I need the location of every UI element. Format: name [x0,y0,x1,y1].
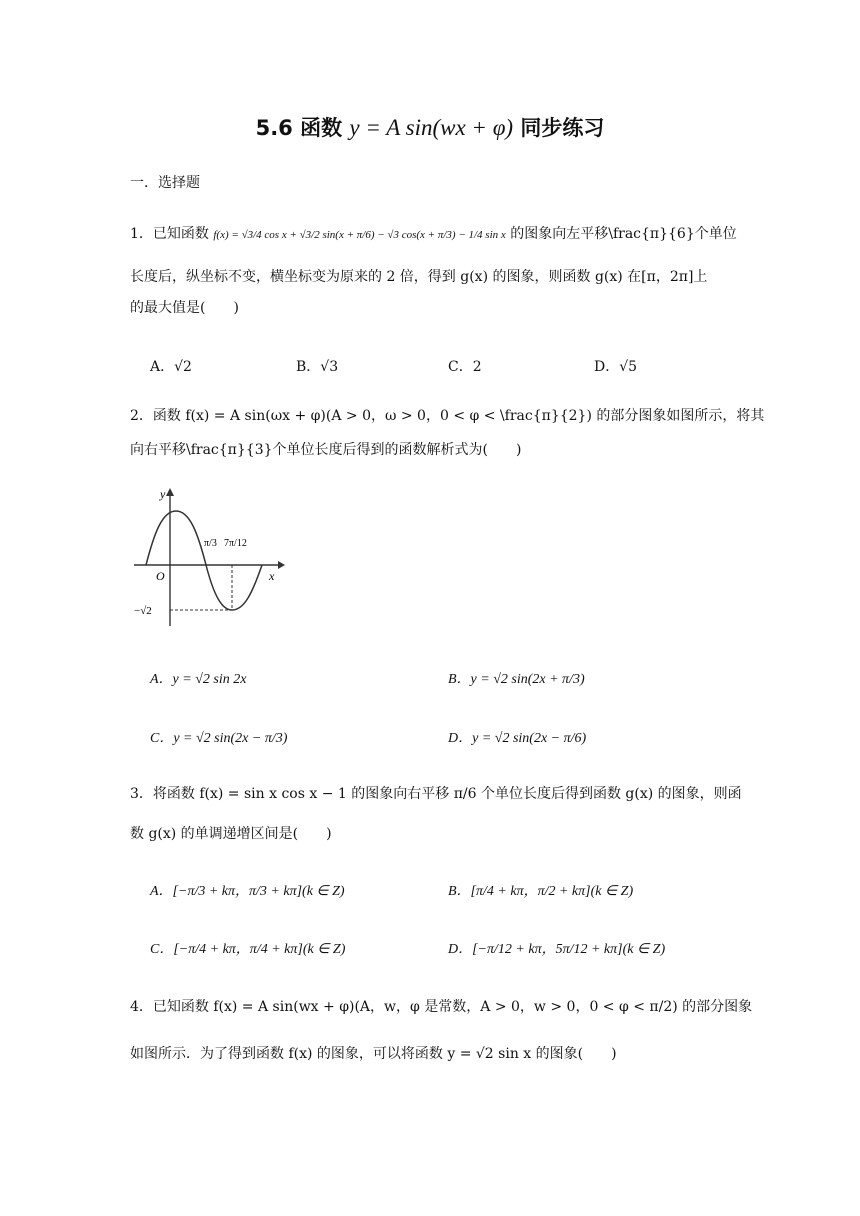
tick-pi-3: π/3 [204,538,217,549]
x-axis-arrow-icon [278,561,285,569]
title-formula: y = A sin(wx + φ) [349,115,514,140]
q1-line1 [130,225,737,244]
q2-line1: 2．函数 f(x) = A sin(ωx + φ)(A > 0，ω > 0，0 < φ < \frac{π}{2}) 的部分图象如图所示，将其 [130,408,765,424]
title-suffix: 同步练习 [520,116,605,140]
q1-line3: 的最大值是( ) [130,300,239,316]
q2-option-d[interactable]: D．y = √2 sin(2x − π/6) [448,731,587,746]
q3-option-b[interactable]: B．[π/4 + kπ，π/2 + kπ](k ∈ Z) [448,884,634,899]
q1-formula: f(x) = √3/4 cos x + √3/2 sin(x + π/6) − √3 cos(x + π/3) − 1/4 sin x [213,229,506,241]
q1-line1-tail: 的图象向左平移\frac{π}{6}个单位 [510,226,737,242]
page-title [0,112,860,142]
q4-line2: 如图所示．为了得到函数 f(x) 的图象，可以将函数 y = √2 sin x 的图象( ) [130,1046,617,1062]
q3-option-d[interactable]: D．[−π/12 + kπ，5π/12 + kπ](k ∈ Z) [448,942,666,957]
q2-option-c[interactable]: C．y = √2 sin(2x − π/3) [150,731,288,746]
title-prefix: 5.6 函数 [255,116,343,140]
x-label: x [269,569,275,583]
q2-option-a[interactable]: A．y = √2 sin 2x [150,672,247,687]
tick-7pi-12: 7π/12 [224,538,247,549]
q1-option-b[interactable]: B．√3 [296,359,339,375]
q1-number: 1．已知函数 [130,226,209,242]
y-label: y [160,487,166,501]
q1-line2: 长度后，纵坐标不变，横坐标变为原来的 2 倍，得到 g(x) 的图象，则函数 g(x) 在[π，2π]上 [130,269,708,285]
q2-option-b[interactable]: B．y = √2 sin(2x + π/3) [448,672,585,687]
y-axis-arrow-icon [166,488,174,496]
sine-curve [146,511,262,610]
q3-line1: 3．将函数 f(x) = sin x cos x − 1 的图象向右平移 π/6 个单位长度后得到函数 g(x) 的图象，则函 [130,786,742,802]
q2-line2: 向右平移\frac{π}{3}个单位长度后得到的函数解析式为( ) [130,442,522,458]
origin-label: O [156,569,165,583]
min-label: −√2 [134,605,152,617]
q3-option-c[interactable]: C．[−π/4 + kπ，π/4 + kπ](k ∈ Z) [150,942,346,957]
q1-option-d[interactable]: D．√5 [594,359,638,375]
q4-line1: 4．已知函数 f(x) = A sin(wx + φ)(A，w，φ 是常数，A > 0，w > 0，0 < φ < π/2) 的部分图象 [130,999,753,1015]
section-heading: 一．选择题 [130,175,200,191]
q2-graph-figure [128,484,288,634]
q3-option-a[interactable]: A．[−π/3 + kπ，π/3 + kπ](k ∈ Z) [150,884,345,899]
q1-option-c[interactable]: C．2 [448,359,482,375]
q3-line2: 数 g(x) 的单调递增区间是( ) [130,826,332,842]
q1-option-a[interactable]: A．√2 [150,359,192,375]
